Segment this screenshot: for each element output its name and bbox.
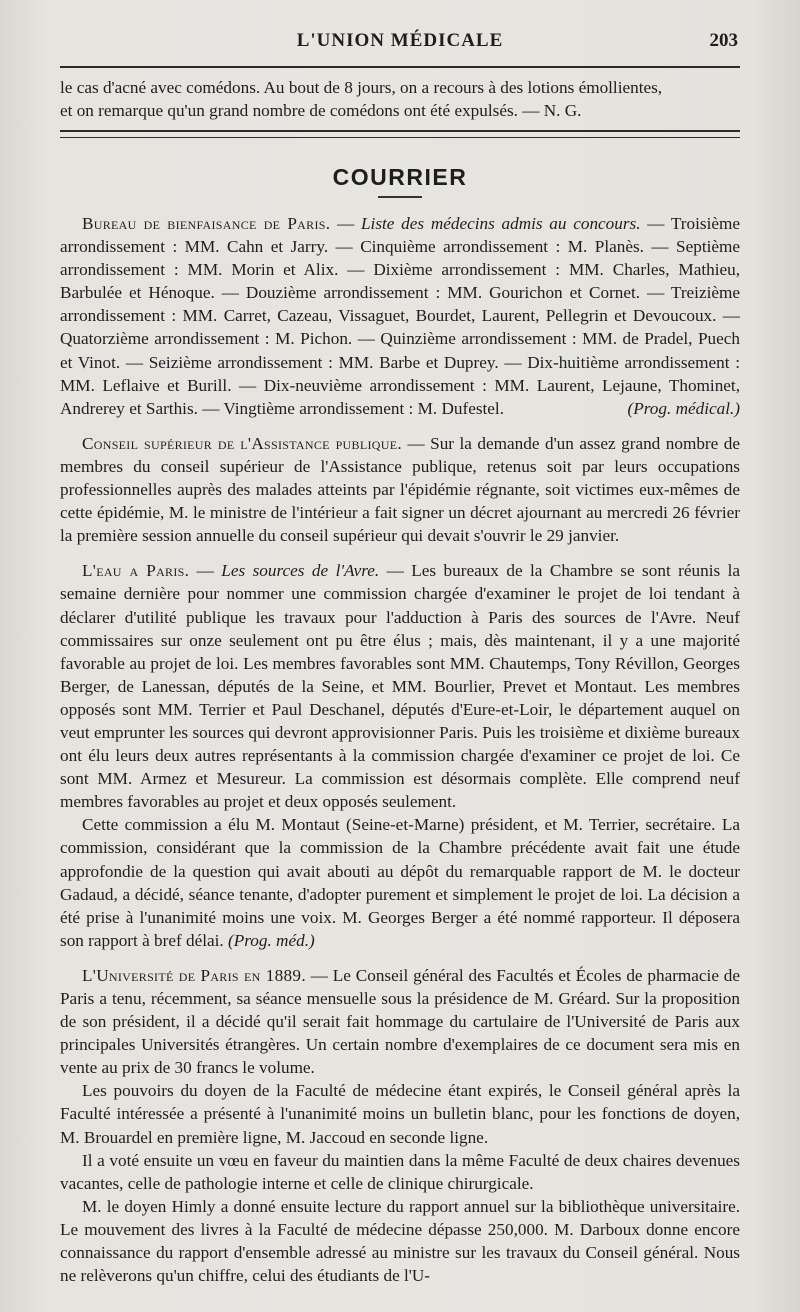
article-subheading: Les sources de l'Avre. — [221, 561, 380, 581]
article-paragraph: M. le doyen Himly a donné ensuite lecture du rapport annuel sur la bibliothèque universitaire. Le mouvement des livres à la Faculté de médecine dépasse 250,000. M. Darboux donne encore connaissance du rapport d'ensemble adressé au ministre sur les travaux du Conseil général. Nous ne relèverons qu'un chiffre, celui des étudiants de l'U- — [60, 1196, 740, 1286]
article-heading: L'eau a Paris. — [82, 561, 190, 581]
title-ornament — [378, 196, 422, 198]
article-heading: Bureau de bienfaisance de Paris. — [82, 214, 331, 233]
section-title: COURRIER — [332, 164, 468, 190]
article-universite-paris — [60, 964, 740, 1287]
article-body-continued: Cette commission a élu M. Montaut (Seine-et-Marne) président, et M. Terrier, secrétaire. La commission, considérant que la commission de la Chambre précédente avait fait une étude approfondie de la question qui avait abouti au dépôt du remarquable rapport de M. le docteur Gadaud, a décidé, séance tenante, d'adopter purement et simplement le projet de loi. La décision a été prise à l'unanimité moins une voix. M. Georges Berger a été nommé rapporteur. Il déposera son rapport à bref délai. — [60, 815, 740, 950]
article-body: — Le Conseil général des Facultés et Écoles de pharmacie de Paris a tenu, récemment, sa séance mensuelle sous la présidence de M. Gréard. Sur la proposition de son président, il a décidé qu'il serait fait hommage du cartulaire de l'Université de Paris aux principales Universités étrangères. Un certain nombre d'exemplaires de ce document sera mis en vente au prix de 30 francs le volume. — [60, 965, 741, 1078]
section-rule-bottom — [60, 137, 740, 138]
article-paragraph: Il a voté ensuite un vœu en faveur du maintien dans la même Faculté de deux chaires devenues vacantes, celle de pathologie interne et celle de clinique chirurgicale. — [60, 1150, 740, 1193]
intro-line-1: le cas d'acné avec comédons. Au bout de 8 jours, on a recours à des lotions émollientes, — [60, 78, 663, 97]
article-eau-paris: L'eau a Paris. — Les sources de l'Avre. — Les bureaux de la Chambre se sont réunis la semaine dernière pour nommer une commission chargée d'examiner le projet de loi tendant à déclarer d'utilité publique les travaux pour l'adduction à Paris des sources de l'Avre. Neuf commissaires sur onze seulement ont pu être élus ; mais, dès maintenant, il y a une majorité favorable au projet de loi. Les membres favorables sont MM. Chautemps, Tony Révillon, Georges Berger, de Lanessan, députés de la Seine, et MM. Bourlier, Prevet et Montaut. Les membres opposés sont MM. Terrier et Paul Deschanel, députés d'Eure-et-Loir, le département auquel on veut emprunter les sources qui devront approvisionner Paris. Puis les troisième et dixième bureaux ont élu leurs deux autres représentants à la commission chargée d'examiner ce projet de loi. Ce sont MM. Armez et Mesureur. La commission est désormais complète. Elle comprend neuf membres favorables au projet et deux opposés seulement. Cette commission a élu M. Montaut (Seine-et-Marne) président, et M. Terrier, secrétaire. La commission, considérant que la commission de la Chambre précédente avait fait une étude approfondie de la question qui avait abouti au dépôt du remarquable rapport de M. le docteur Gadaud, a décidé, séance tenante, d'adopter purement et simplement le projet de loi. La décision a été prise à l'unanimité moins une voix. M. Georges Berger a été nommé rapporteur. Il déposera son rapport à bref délai. (Prog. méd.) — [60, 561, 741, 950]
article-body: — Sur la demande d'un assez grand nombre de membres du conseil supérieur de l'Assistance publique, retenus soit par leurs occupations professionnelles auprès des malades atteints par l'épidémie régnante, soit victimes eux-mêmes de cette épidémie, M. le ministre de l'intérieur a fait signer un décret ajournant au mercredi 26 février la première session annuelle du conseil supérieur qui devait s'ouvrir le 29 janvier. — [60, 433, 740, 546]
header-rule — [60, 66, 740, 68]
article-heading: L'Université de Paris en 1889. — [82, 965, 306, 985]
intro-line-2: et on remarque qu'un grand nombre de comédons ont été expulsés. — N. G. — [60, 101, 582, 121]
article-citation: (Prog. méd.) — [228, 930, 315, 950]
article-subheading: Liste des médecins admis au concours. — [361, 214, 641, 233]
article-heading: Conseil supérieur de l'Assistance publique. — [82, 433, 402, 453]
article-paragraph: Les pouvoirs du doyen de la Faculté de médecine étant expirés, le Conseil général après la Faculté intéressée a présenté à l'unanimité moins un bulletin blanc, pour les fonctions de doyen, M. Brouardel en première ligne, M. Jaccoud en seconde ligne. — [60, 1081, 740, 1147]
running-title: L'UNION MÉDICALE — [296, 30, 504, 51]
article-body: — Les bureaux de la Chambre se sont réunis la semaine dernière pour nommer une commission chargée d'examiner le projet de loi tendant à déclarer d'utilité publique les travaux pour l'adduction à Paris des sources de l'Avre. Neuf commissaires sur onze seulement ont pu être élus ; mais, dès maintenant, il y a une majorité favorable au projet de loi. Les membres favorables sont MM. Chautemps, Tony Révillon, Georges Berger, de Lanessan, députés de la Seine, et MM. Bourlier, Prevet et Montaut. Les membres opposés sont MM. Terrier et Paul Deschanel, députés d'Eure-et-Loir, le département auquel on veut emprunter les sources qui devront approvisionner Paris. Puis les troisième et dixième bureaux ont élu leurs deux autres représentants à la commission chargée d'examiner ce projet de loi. Ce sont MM. Armez et Mesureur. La commission est désormais complète. Elle comprend neuf membres favorables au projet et deux opposés seulement. — [60, 561, 741, 812]
article-citation: (Prog. médical.) — [627, 398, 740, 418]
page-header — [60, 30, 740, 60]
article-bureau-bienfaisance: Bureau de bienfaisance de Paris. — Liste des médecins admis au concours. — Troisième arrondissement : MM. Cahn et Jarry. — Cinquième arrondissement : M. Planès. — Septième arrondissement : MM. Morin et Alix. — Dixième arrondissement : MM. Charles, Mathieu, Barbulée et Hénoque. — Douzième arrondissement : MM. Gourichon et Cornet. — Treizième arrondissement : MM. Carret, Cazeau, Vissaguet, Bourdet, Laurent, Pellegrin et Devoucoux. — Quatorzième arrondissement : M. Pichon. — Quinzième arrondissement : MM. de Pradel, Puech et Vinot. — Seizième arrondissement : MM. Barbe et Duprey. — Dix-huitième arrondissement : MM. Leflaive et Burill. — Dix-neuvième arrondissement : MM. Laurent, Lejaune, Thominet, Andrerey et Sarthis. — Vingtième arrondissement : M. Dufestel. (Prog. médical.) — [60, 212, 740, 420]
page-number: 203 — [709, 30, 738, 51]
article-body: — Troisième arrondissement : MM. Cahn et Jarry. — Cinquième arrondissement : M. Planès. — Septième arrondissement : MM. Morin et Alix. — Dixième arrondissement : MM. Charles, Mathieu, Barbulée et Hénoque. — Douzième arrondissement : MM. Gourichon et Cornet. — Treizième arrondissement : MM. Carret, Cazeau, Vissaguet, Bourdet, Laurent, Pellegrin et Devoucoux. — Quatorzième arrondissement : M. Pichon. — Quinzième arrondissement : MM. de Pradel, Puech et Vinot. — Seizième arrondissement : MM. Barbe et Duprey. — Dix-huitième arrondissement : MM. Leflaive et Burill. — Dix-neuvième arrondissement : MM. Laurent, Lejaune, Thominet, Andrerey et Sarthis. — Vingtième arrondissement : M. Dufestel. — [60, 214, 740, 418]
article-conseil-superieur — [60, 432, 740, 547]
intro-paragraph — [60, 76, 740, 122]
articles — [60, 212, 740, 1299]
section-rule-top — [60, 130, 740, 132]
